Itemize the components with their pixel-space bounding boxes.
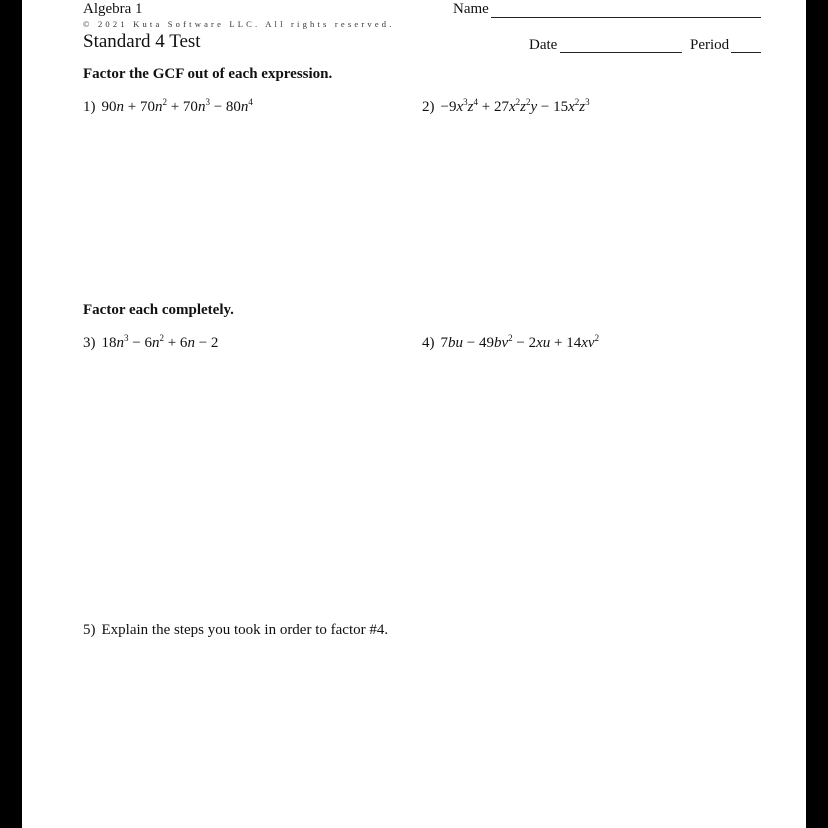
problem-number: 3): [83, 335, 96, 351]
problem-number: 2): [422, 99, 435, 115]
problem-number: 1): [83, 99, 96, 115]
copyright-notice: © 2021 Kuta Software LLC. All rights reserved.: [83, 19, 395, 29]
problem-number: 4): [422, 335, 435, 351]
worksheet-page: [22, 0, 806, 828]
page-title: Standard 4 Test: [83, 31, 201, 52]
problem-expression: $90n + 70n^2 + 70n^3 - 80n^4$: [101, 97, 253, 115]
period-blank[interactable]: [731, 52, 761, 53]
course-name: Algebra 1: [83, 1, 143, 17]
problem-expression: $-9x^3z^4 + 27x^2z^2y - 15x^2z^3$: [440, 97, 590, 115]
section-heading-factor-completely: Factor each completely.: [83, 302, 234, 318]
problem-2: [422, 99, 590, 116]
date-blank[interactable]: [560, 52, 682, 53]
name-label: Name: [453, 1, 489, 17]
period-label: Period: [690, 37, 730, 53]
name-blank[interactable]: [491, 17, 761, 18]
problem-expression: $7bu - 49bv^2 - 2xu + 14xv^2$: [440, 333, 600, 351]
problem-1: [83, 99, 253, 116]
section-heading-gcf: Factor the GCF out of each expression.: [83, 66, 333, 82]
problem-question: Explain the steps you took in order to factor #4.: [101, 622, 389, 638]
problem-5: [83, 622, 388, 639]
problem-3: [83, 335, 218, 352]
problem-number: 5): [83, 622, 96, 638]
problem-4: [422, 335, 599, 352]
problem-expression: $18n^3 - 6n^2 + 6n - 2$: [101, 333, 219, 351]
date-label: Date: [529, 37, 558, 53]
